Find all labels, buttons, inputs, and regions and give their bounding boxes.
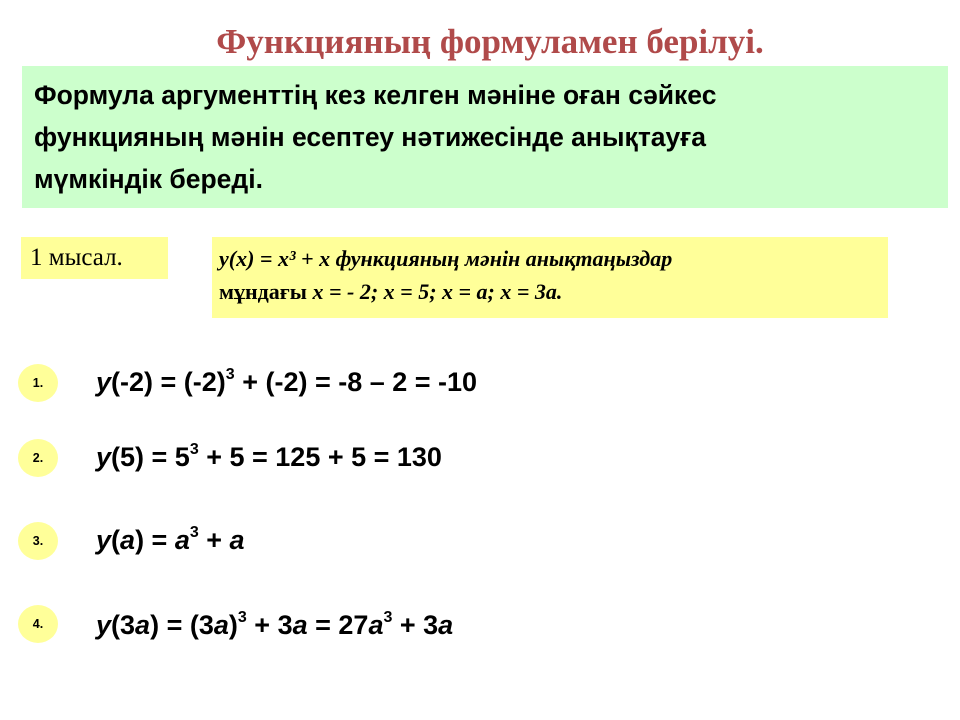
- variable: y: [96, 442, 112, 472]
- equation-text: = 27: [307, 610, 369, 640]
- equation-text: (: [111, 525, 121, 555]
- variable: a: [174, 525, 190, 555]
- definition-line: функцияның мәнін есептеу нәтижесінде анықтауға: [34, 122, 707, 152]
- task-line-2-prefix: мұндағы: [219, 279, 313, 304]
- slide-title: Функцияның формуламен берілуі.: [216, 22, 764, 61]
- variable: a: [292, 610, 308, 640]
- equation-text: + (-2) = -8 – 2 = -10: [234, 367, 478, 397]
- equation-text: +: [198, 525, 230, 555]
- step-number-badge: 1.: [18, 364, 58, 402]
- example-label: 1 мысал.: [21, 237, 168, 279]
- exponent: 3: [189, 441, 199, 458]
- equation-text: (-2) = (-2): [111, 367, 226, 397]
- equation-text: + 3: [246, 610, 293, 640]
- variable: a: [438, 610, 454, 640]
- exponent: 3: [383, 609, 393, 626]
- task-line-2-values: x = - 2; x = 5; x = a; x = 3a.: [312, 279, 563, 304]
- step-equation: [96, 366, 477, 398]
- variable: y: [96, 610, 112, 640]
- variable: a: [368, 610, 384, 640]
- variable: a: [120, 525, 136, 555]
- variable: y: [96, 367, 112, 397]
- step-equation: [96, 524, 245, 556]
- equation-text: + 5 = 125 + 5 = 130: [198, 442, 442, 472]
- step-number-badge: 2.: [18, 439, 58, 477]
- equation-text: ) =: [135, 525, 175, 555]
- equation-text: ): [228, 610, 238, 640]
- exponent: 3: [225, 366, 235, 383]
- task-line-2: [219, 275, 888, 308]
- definition-line: Формула аргументтің кез келген мәніне оған сәйкес: [34, 80, 717, 110]
- exponent: 3: [189, 524, 199, 541]
- example-task-box: [212, 237, 888, 318]
- exponent: 3: [237, 609, 247, 626]
- definition-line: мүмкіндік береді.: [34, 164, 263, 194]
- definition-box: [22, 66, 948, 208]
- variable: y: [96, 525, 112, 555]
- equation-text: (3: [111, 610, 136, 640]
- variable: a: [229, 525, 245, 555]
- step-number-badge: 4.: [18, 605, 58, 643]
- variable: a: [213, 610, 229, 640]
- step-equation: [96, 609, 453, 641]
- step-equation: [96, 441, 442, 473]
- step-number-badge: 3.: [18, 522, 58, 560]
- equation-text: + 3: [392, 610, 439, 640]
- variable: a: [135, 610, 151, 640]
- equation-text: ) = (3: [150, 610, 214, 640]
- task-line-1: y(x) = x³ + x функцияның мәнін анықтаңыздар: [219, 246, 673, 271]
- equation-text: (5) = 5: [111, 442, 190, 472]
